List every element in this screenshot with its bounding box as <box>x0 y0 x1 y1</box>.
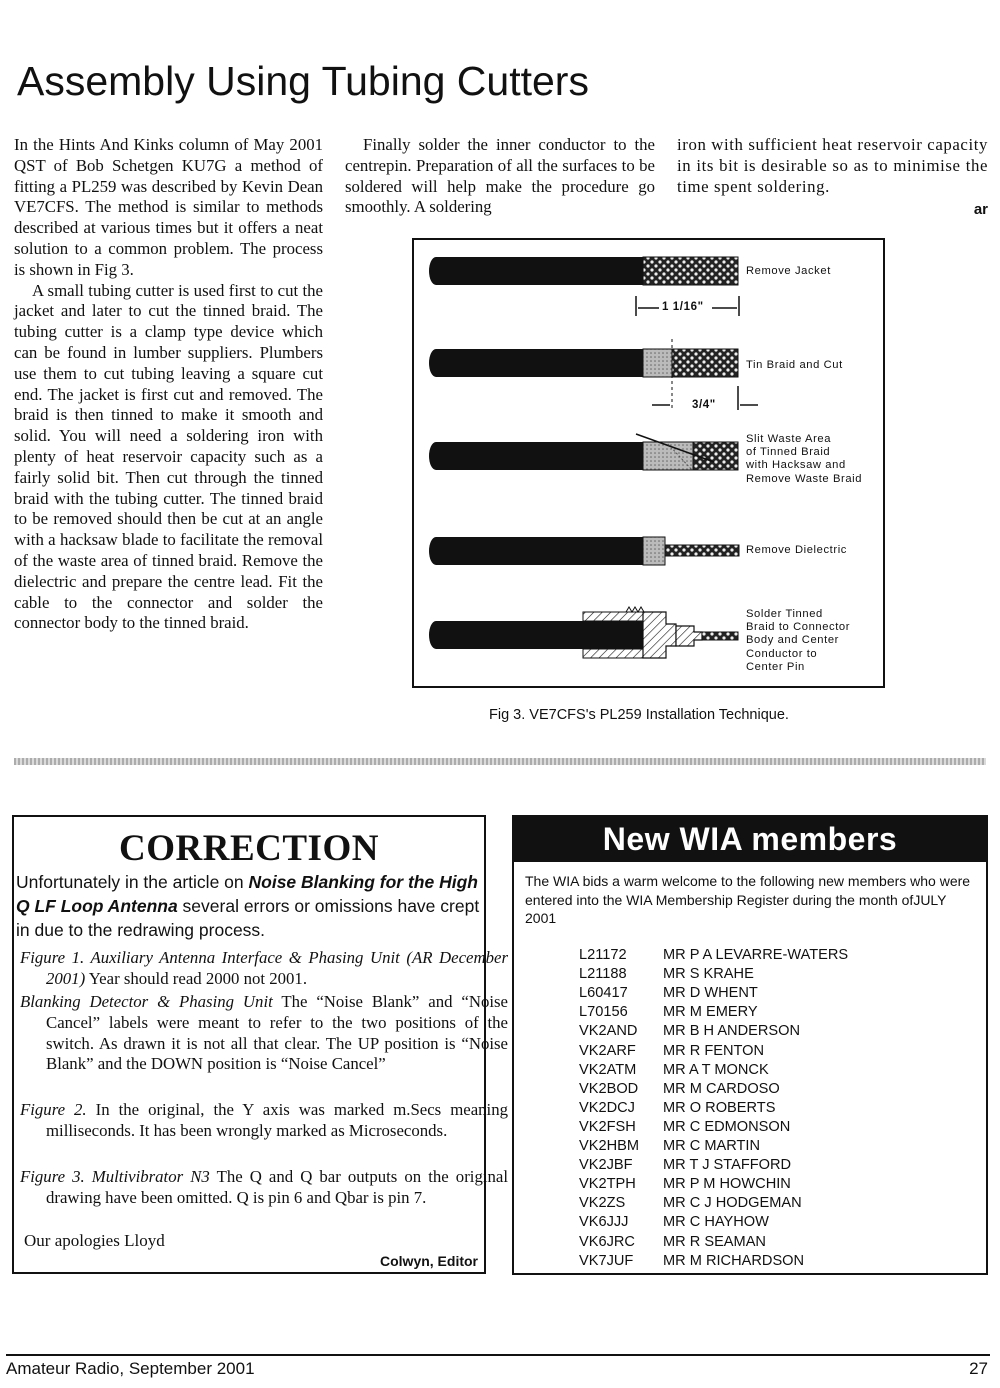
member-row <box>514 984 986 1003</box>
member-name: MR C MARTIN <box>663 1138 761 1154</box>
member-name: MR A T MONCK <box>663 1061 769 1078</box>
member-row <box>514 1003 986 1022</box>
member-callsign: VK2DCJ <box>579 1099 635 1116</box>
correction-text: In the original, the Y axis was marked m.Secs meaning milliseconds. It has been wrongly marked as Microseconds. <box>46 1100 508 1140</box>
member-callsign: VK6JRC <box>579 1233 635 1250</box>
correction-apology: Our apologies Lloyd <box>24 1231 165 1250</box>
member-row <box>514 1137 986 1156</box>
figure-caption: Fig 3. VE7CFS's PL259 Installation Technique. <box>489 707 789 723</box>
wia-header: New WIA members <box>514 817 986 862</box>
member-callsign: VK2TPH <box>579 1176 636 1193</box>
member-row <box>514 1022 986 1041</box>
member-name: MR R SEAMAN <box>663 1233 766 1250</box>
member-row <box>514 1233 986 1252</box>
member-callsign: VK7JUF <box>579 1252 634 1269</box>
footer-publication: Amateur Radio, September 2001 <box>6 1359 255 1378</box>
figure-step-label: Remove Jacket <box>746 265 831 277</box>
member-callsign: L21188 <box>579 966 627 983</box>
correction-ref: Blanking Detector & Phasing Unit <box>20 992 273 1011</box>
member-row <box>514 1118 986 1137</box>
member-row <box>514 1213 986 1232</box>
member-row <box>514 965 986 984</box>
member-name: MR S KRAHE <box>663 966 754 983</box>
member-row <box>514 1252 986 1271</box>
member-callsign: VK6JJJ <box>579 1214 629 1231</box>
member-row <box>514 1156 986 1175</box>
member-callsign: VK2FSH <box>579 1118 636 1135</box>
member-name: MR P M HOWCHIN <box>663 1176 791 1193</box>
member-callsign: L21172 <box>579 947 627 963</box>
article-paragraph: Finally solder the inner conductor to the centrepin. Preparation of all the surfaces to be soldered will help make the procedure go smoothly. A soldering <box>345 135 655 217</box>
article-paragraph: iron with sufficient heat reservoir capacity in its bit is desirable so as to minimise the time spent soldering. <box>677 135 988 196</box>
member-name: MR P A LEVARRE-WATERS <box>663 947 849 963</box>
member-row <box>514 946 986 965</box>
article-column-2 <box>345 135 655 218</box>
footer-rule <box>6 1354 990 1356</box>
member-name: MR D WHENT <box>663 985 758 1002</box>
correction-title: CORRECTION <box>119 828 379 869</box>
correction-item <box>20 948 508 990</box>
correction-ref: Figure 3. Multivibrator N3 <box>20 1167 210 1186</box>
intro-text: Unfortunately in the article on <box>16 872 249 892</box>
member-name: MR C HAYHOW <box>663 1214 769 1231</box>
member-callsign: VK2BOD <box>579 1080 639 1097</box>
member-name: MR C J HODGEMAN <box>663 1195 802 1212</box>
step-slit-waste-area <box>429 434 738 470</box>
dimension-label: 1 1/16" <box>662 301 704 313</box>
step-solder-connector <box>429 607 738 658</box>
correction-intro <box>16 870 482 942</box>
figure-pl259-installation <box>412 238 885 688</box>
correction-text: Year should read 2000 not 2001. <box>85 968 308 988</box>
article-signoff: ar <box>973 201 988 218</box>
article-paragraph: A small tubing cutter is used first to cut the jacket and later to cut the tinned braid. The tubing cutter is a clamp type device which can be found in lumber suppliers. Plumbers use them to cut tubing leaving a square cut end. The jacket is first cut and removed. The braid is then tinned to make it smooth and solid. You will need a soldering iron with plenty of heat reservoir capacity such as a fairly solid bit. Then cut through the tinned braid with the tubing cutter. The tinned braid to be removed should then be cut at an angle with a hacksaw blade to facilitate the removal of the waste area of tinned braid. Remove the dielectric and prepare the centre lead. Fit the cable to the connector and solder the connector body to the tinned braid. <box>14 280 323 633</box>
member-row <box>514 1175 986 1194</box>
correction-item <box>20 1100 508 1142</box>
figure-step-label: Slit Waste Area of Tinned Braid with Hacksaw and Remove Waste Braid <box>746 433 863 485</box>
correction-signature: Colwyn, Editor <box>380 1253 478 1269</box>
member-name: MR C EDMONSON <box>663 1118 791 1135</box>
correction-ref: Figure 2. <box>20 1100 87 1119</box>
page-title: Assembly Using Tubing Cutters <box>17 58 589 104</box>
member-callsign: VK2ARF <box>579 1042 636 1059</box>
member-callsign: VK2AND <box>579 1023 638 1040</box>
member-callsign: VK2ATM <box>579 1061 637 1078</box>
step-remove-dielectric <box>429 537 739 565</box>
member-row <box>514 1194 986 1213</box>
member-callsign: VK2JBF <box>579 1157 633 1174</box>
correction-text: The “Noise Blank” and “Noise Cancel” labels were meant to refer to the two positions of the switch. As drawn it is not all that clear. The UP position is “Noise Blank” and the DOWN position is “Noise Cancel” <box>46 992 508 1074</box>
member-name: MR O ROBERTS <box>663 1099 776 1116</box>
member-name: MR M EMERY <box>663 1004 758 1021</box>
figure-step-label: Solder Tinned Braid to Connector Body and Center Conductor to Center Pin <box>746 608 851 673</box>
article-column-1 <box>14 135 323 634</box>
page-number: 27 <box>969 1359 988 1378</box>
section-divider <box>14 758 986 765</box>
member-name: MR M RICHARDSON <box>663 1252 805 1269</box>
article-paragraph: In the Hints And Kinks column of May 2001 QST of Bob Schetgen KU7G a method of fitting a PL259 was described by Kevin Dean VE7CFS. The method is similar to methods described at various times but it offers a neat solution to a common problem. The process is shown in Fig 3. <box>14 135 323 279</box>
wia-intro: The WIA bids a warm welcome to the following new members who were entered into the WIA Membership Register during the month ofJULY 2001 <box>525 873 971 926</box>
member-name: MR B H ANDERSON <box>663 1023 801 1040</box>
dimension-label: 3/4" <box>692 399 716 411</box>
figure-step-label: Tin Braid and Cut <box>746 359 843 371</box>
member-name: MR R FENTON <box>663 1042 765 1059</box>
correction-item <box>20 992 508 1075</box>
correction-ref: Figure 1. Auxiliary Antenna Interface & Phasing Unit (AR December 2001) <box>20 948 508 988</box>
figure-step-label: Remove Dielectric <box>746 544 847 556</box>
correction-box <box>12 815 508 1274</box>
wia-members-box <box>512 815 988 1275</box>
article-reference: Noise Blanking for the High Q LF Loop Antenna <box>16 872 478 916</box>
member-callsign: L60417 <box>579 985 628 1002</box>
member-name: MR T J STAFFORD <box>663 1157 792 1174</box>
member-row <box>514 1099 986 1118</box>
correction-item <box>20 1167 508 1209</box>
member-row <box>514 1080 986 1099</box>
correction-text: The Q and Q bar outputs on the original drawing have been omitted. Q is pin 6 and Qbar is pin 7. <box>46 1167 508 1207</box>
member-row <box>514 1042 986 1061</box>
member-name: MR M CARDOSO <box>663 1080 780 1097</box>
member-callsign: L70156 <box>579 1004 628 1021</box>
member-callsign: VK2ZS <box>579 1195 626 1212</box>
intro-text: several errors or omissions have crept in due to the redrawing process. <box>16 896 480 940</box>
member-callsign: VK2HBM <box>579 1138 640 1154</box>
member-row <box>514 1061 986 1080</box>
article-column-3 <box>677 135 988 197</box>
